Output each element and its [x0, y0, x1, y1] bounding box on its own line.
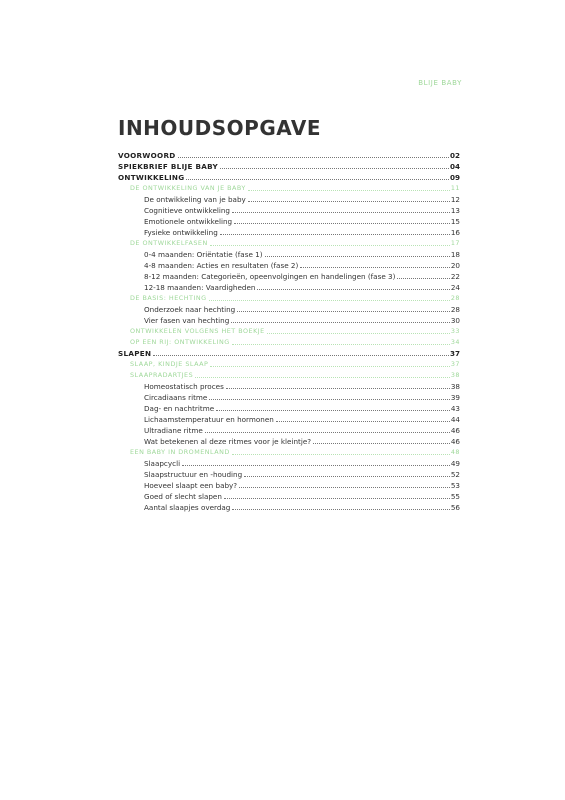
- toc-entry-page: 11: [450, 184, 460, 192]
- toc-entry: [118, 271, 460, 282]
- toc-entry-label: Goed of slecht slapen: [144, 492, 222, 501]
- toc-entry: [118, 480, 460, 491]
- toc-entry-page: 38: [450, 371, 460, 379]
- toc-entry: [118, 205, 460, 216]
- toc-leader-dots: [267, 333, 450, 334]
- toc-entry-label: SLAPEN: [118, 349, 152, 358]
- toc-leader-dots: [276, 421, 450, 422]
- toc-entry-page: 09: [449, 173, 460, 182]
- toc-entry-label: Dag- en nachtritme: [144, 404, 215, 413]
- toc-leader-dots: [234, 223, 450, 224]
- toc-leader-dots: [186, 179, 449, 180]
- toc-leader-dots: [209, 399, 450, 400]
- toc-entry-label: Slaapstructuur en -houding: [144, 470, 243, 479]
- toc-entry: [118, 392, 460, 403]
- toc-entry: [118, 216, 460, 227]
- toc-entry-page: 34: [450, 338, 460, 346]
- toc-leader-dots: [205, 432, 450, 433]
- toc-leader-dots: [397, 278, 449, 279]
- toc-leader-dots: [257, 289, 449, 290]
- toc-entry: [118, 370, 460, 381]
- toc-entry: [118, 359, 460, 370]
- toc-leader-dots: [237, 311, 450, 312]
- toc-entry-page: 04: [449, 162, 460, 171]
- toc-entry-page: 46: [450, 426, 460, 435]
- toc-entry-page: 17: [450, 239, 460, 247]
- toc-entry-label: Ultradiane ritme: [144, 426, 203, 435]
- toc-entry: [118, 227, 460, 238]
- toc-entry-label: Wat betekenen al deze ritmes voor je kleintje?: [144, 437, 312, 446]
- toc-leader-dots: [300, 267, 450, 268]
- toc-entry: [118, 337, 460, 348]
- toc-entry-label: Aantal slaapjes overdag: [144, 503, 231, 512]
- toc-leader-dots: [232, 212, 450, 213]
- toc-entry-page: 24: [450, 283, 460, 292]
- toc-entry: [118, 249, 460, 260]
- toc-leader-dots: [265, 256, 450, 257]
- toc-leader-dots: [231, 322, 450, 323]
- toc-entry-label: 0-4 maanden: Oriëntatie (fase 1): [144, 250, 263, 259]
- toc-entry-label: DE BASIS: HECHTING: [130, 294, 207, 302]
- toc-entry: [118, 381, 460, 392]
- toc-entry: [118, 458, 460, 469]
- toc-entry: [118, 491, 460, 502]
- toc-entry: [118, 172, 460, 183]
- toc-leader-dots: [232, 344, 450, 345]
- toc-leader-dots: [178, 157, 449, 158]
- toc-entry-label: ONTWIKKELEN VOLGENS HET BOEKJE: [130, 327, 265, 335]
- toc-entry-label: Onderzoek naar hechting: [144, 305, 236, 314]
- toc-entry: [118, 304, 460, 315]
- toc-entry: [118, 326, 460, 337]
- toc-entry-label: Vier fasen van hechting: [144, 316, 230, 325]
- toc-entry: [118, 348, 460, 359]
- toc-leader-dots: [220, 234, 450, 235]
- toc-entry-label: DE ONTWIKKELFASEN: [130, 239, 208, 247]
- toc-leader-dots: [182, 465, 450, 466]
- toc-leader-dots: [224, 498, 450, 499]
- toc-entry-label: VOORWOORD: [118, 151, 176, 160]
- toc-entry-page: 46: [450, 437, 460, 446]
- toc-entry-label: SLAAPRADARTJES: [130, 371, 194, 379]
- toc-entry-label: 8-12 maanden: Categorieën, opeenvolgingen en handelingen (fase 3): [144, 272, 396, 281]
- toc-entry-page: 52: [450, 470, 460, 479]
- toc-entry-label: EEN BABY IN DROMENLAND: [130, 448, 230, 456]
- toc-leader-dots: [209, 300, 450, 301]
- toc-entry-page: 16: [450, 228, 460, 237]
- toc-leader-dots: [248, 201, 450, 202]
- toc-entry-label: Slaapcycli: [144, 459, 181, 468]
- table-of-contents: [118, 150, 460, 513]
- toc-entry: [118, 436, 460, 447]
- toc-entry-page: 49: [450, 459, 460, 468]
- toc-entry-label: SPIEKBRIEF BLIJE BABY: [118, 162, 219, 171]
- toc-leader-dots: [232, 454, 450, 455]
- toc-entry: [118, 447, 460, 458]
- toc-entry-page: 56: [450, 503, 460, 512]
- toc-entry-label: SLAAP, KINDJE SLAAP: [130, 360, 209, 368]
- toc-entry-page: 28: [450, 294, 460, 302]
- toc-entry-page: 12: [450, 195, 460, 204]
- toc-entry-page: 55: [450, 492, 460, 501]
- toc-leader-dots: [216, 410, 450, 411]
- toc-entry-page: 43: [450, 404, 460, 413]
- toc-entry: [118, 425, 460, 436]
- toc-leader-dots: [195, 377, 450, 378]
- toc-entry-page: 39: [450, 393, 460, 402]
- toc-entry: [118, 282, 460, 293]
- toc-entry: [118, 260, 460, 271]
- toc-entry-page: 53: [450, 481, 460, 490]
- toc-entry-page: 44: [450, 415, 460, 424]
- header-brand: BLIJE BABY: [418, 79, 462, 87]
- toc-leader-dots: [248, 190, 450, 191]
- toc-entry-label: Circadiaans ritme: [144, 393, 208, 402]
- toc-leader-dots: [210, 245, 450, 246]
- toc-entry-label: Fysieke ontwikkeling: [144, 228, 218, 237]
- toc-entry-page: 28: [450, 305, 460, 314]
- toc-entry-label: Lichaamstemperatuur en hormonen: [144, 415, 274, 424]
- toc-entry-label: Emotionele ontwikkeling: [144, 217, 233, 226]
- toc-entry: [118, 183, 460, 194]
- toc-leader-dots: [153, 355, 449, 356]
- toc-entry-label: ONTWIKKELING: [118, 173, 185, 182]
- toc-leader-dots: [226, 388, 450, 389]
- toc-entry-page: 37: [450, 360, 460, 368]
- toc-entry-page: 22: [450, 272, 460, 281]
- toc-entry-label: 12-18 maanden: Vaardigheden: [144, 283, 256, 292]
- toc-entry: [118, 469, 460, 480]
- toc-entry-page: 02: [449, 151, 460, 160]
- toc-entry: [118, 161, 460, 172]
- toc-entry-label: OP EEN RIJ: ONTWIKKELING: [130, 338, 230, 346]
- toc-entry-page: 13: [450, 206, 460, 215]
- toc-entry-label: Hoeveel slaapt een baby?: [144, 481, 238, 490]
- toc-entry-page: 15: [450, 217, 460, 226]
- toc-entry-page: 48: [450, 448, 460, 456]
- toc-entry: [118, 414, 460, 425]
- toc-leader-dots: [220, 168, 449, 169]
- toc-entry-page: 33: [450, 327, 460, 335]
- toc-entry-page: 37: [449, 349, 460, 358]
- toc-entry: [118, 150, 460, 161]
- toc-leader-dots: [244, 476, 450, 477]
- toc-entry-label: DE ONTWIKKELING VAN JE BABY: [130, 184, 246, 192]
- toc-leader-dots: [313, 443, 450, 444]
- toc-leader-dots: [239, 487, 450, 488]
- page-title: INHOUDSOPGAVE: [118, 116, 322, 140]
- toc-entry-page: 38: [450, 382, 460, 391]
- toc-entry-label: Cognitieve ontwikkeling: [144, 206, 230, 215]
- toc-entry: [118, 502, 460, 513]
- toc-entry-page: 30: [450, 316, 460, 325]
- toc-entry: [118, 403, 460, 414]
- toc-entry-label: De ontwikkeling van je baby: [144, 195, 246, 204]
- toc-entry-page: 20: [450, 261, 460, 270]
- toc-leader-dots: [232, 509, 449, 510]
- toc-entry: [118, 194, 460, 205]
- toc-entry-label: 4-8 maanden: Acties en resultaten (fase 2): [144, 261, 299, 270]
- toc-entry: [118, 238, 460, 249]
- toc-leader-dots: [210, 366, 449, 367]
- toc-entry-label: Homeostatisch proces: [144, 382, 224, 391]
- toc-entry: [118, 315, 460, 326]
- toc-entry: [118, 293, 460, 304]
- toc-entry-page: 18: [450, 250, 460, 259]
